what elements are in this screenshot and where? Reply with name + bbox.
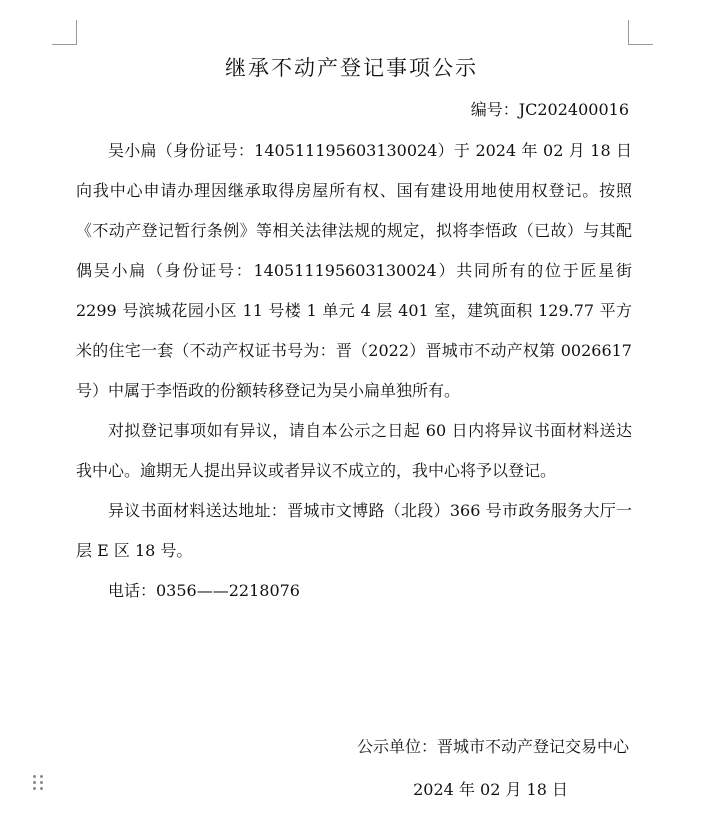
document-number: 编号：JC202400016: [470, 100, 629, 119]
drag-dot: [33, 787, 36, 790]
drag-dot: [33, 781, 36, 784]
document-title: 继承不动产登记事项公示: [225, 56, 478, 80]
paragraph-address: 异议书面材料送达地址：晋城市文博路（北段）366 号市政务服务大厅一层 E 区 18 号。: [76, 501, 632, 560]
drag-dot: [40, 775, 43, 778]
drag-dot: [40, 787, 43, 790]
issue-date: 2024 年 02 月 18 日: [413, 780, 568, 799]
drag-dot: [33, 775, 36, 778]
drag-handle-icon[interactable]: [33, 775, 45, 791]
corner-mark-top-left: [52, 20, 77, 45]
corner-mark-top-right: [628, 20, 653, 45]
paragraph-objection: 对拟登记事项如有异议，请自本公示之日起 60 日内将异议书面材料送达我中心。逾期无人提出异议或者异议不成立的，我中心将予以登记。: [76, 421, 632, 480]
issuer-line: 公示单位：晋城市不动产登记交易中心: [356, 737, 629, 756]
paragraph-phone: 电话：0356——2218076: [108, 581, 300, 600]
drag-dot: [40, 781, 43, 784]
paragraph-announcement: 吴小扁（身份证号：140511195603130024）于 2024 年 02 月 18 日向我中心申请办理因继承取得房屋所有权、国有建设用地使用权登记。按照《不动产登记暂行条例》等相关法律法规的规定，拟将李悟政（已故）与其配偶吴小扁（身份证号：140511195603130024）共同所有的位于匠星街 2299 号滨城花园小区 11 号楼 1 单元 4 层 401 室，建筑面积 129.77 平方米的住宅一套（不动产权证书号为：晋（2022）晋城市不动产权第 0026617 号）中属于李悟政的份额转移登记为吴小扁单独所有。: [76, 141, 632, 400]
document-body: [76, 131, 632, 611]
